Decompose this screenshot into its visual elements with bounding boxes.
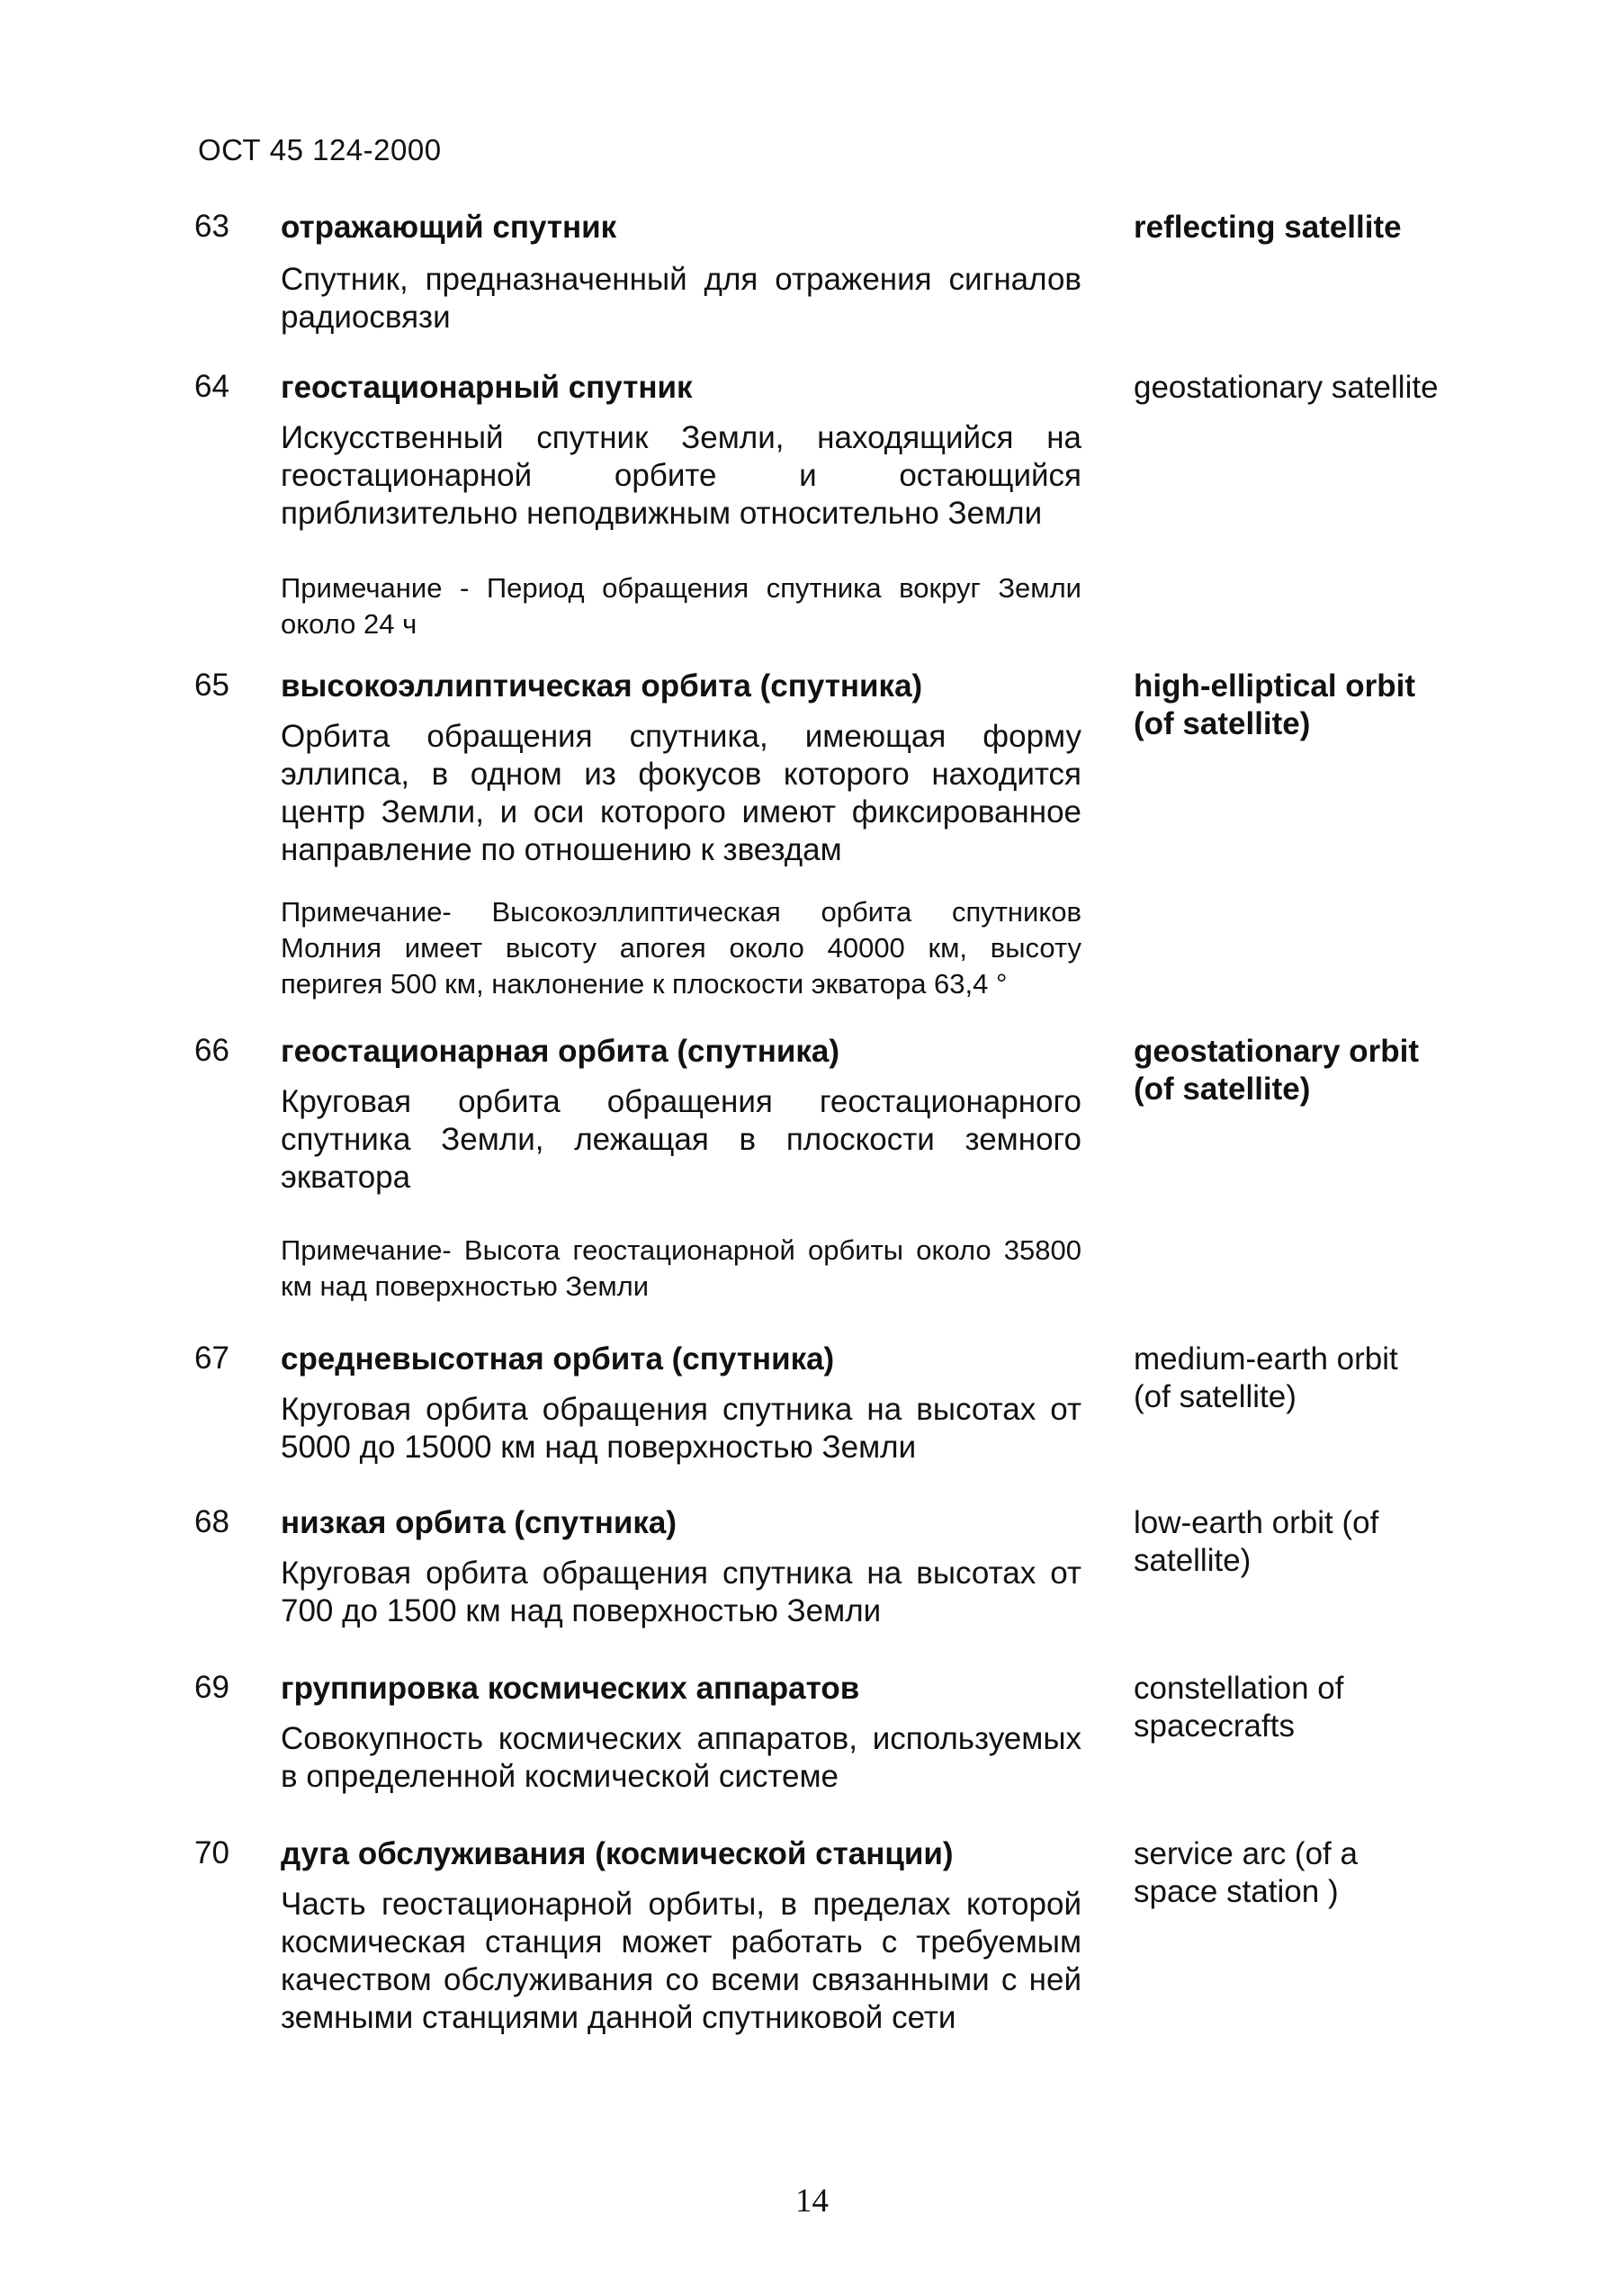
term-definition: Часть геостационарной орбиты, в пределах которой космическая станция может работать с требуемым качеством обслуживания со всеми связанными с ней земными станциями данной спутниковой сети [281, 1887, 1081, 2035]
term-title: дуга обслуживания (космической станции) [281, 1836, 954, 1871]
english-term: low-earth orbit (of satellite) [1134, 1505, 1379, 1578]
english-term: service arc (of a space station ) [1134, 1836, 1358, 1909]
term-title: геостационарная орбита (спутника) [281, 1034, 839, 1069]
document-code: ОСТ 45 124-2000 [198, 133, 442, 166]
term-note: Примечание - Период обращения спутника вокруг Земли около 24 ч [281, 572, 1081, 640]
term-definition: Спутник, предназначенный для отражения сигналов радиосвязи [281, 262, 1081, 335]
entry-number: 65 [194, 668, 229, 703]
term-note: Примечание- Высокоэллиптическая орбита спутников Молния имеет высоту апогея около 40000 км, высоту перигея 500 км, наклонение к плоскости экватора 63,4 ° [281, 896, 1081, 1000]
term-definition: Искусственный спутник Земли, находящийся на геостационарной орбите и остающийся приблизительно неподвижным относительно Земли [281, 420, 1081, 531]
page-number: 14 [795, 2183, 829, 2220]
term-title: средневысотная орбита (спутника) [281, 1341, 835, 1377]
english-term: high-elliptical orbit (of satellite) [1134, 668, 1416, 741]
term-note: Примечание- Высота геостационарной орбиты около 35800 км над поверхностью Земли [281, 1234, 1081, 1302]
entry-number: 64 [194, 369, 229, 404]
entry-number: 69 [194, 1670, 229, 1705]
english-term: geostationary satellite [1134, 370, 1439, 405]
term-title: низкая орбита (спутника) [281, 1505, 677, 1540]
term-definition: Орбита обращения спутника, имеющая форму эллипса, в одном из фокусов которого находится центр Земли, и оси которого имеют фиксированное направление по отношению к звездам [281, 719, 1081, 867]
entry-number: 66 [194, 1033, 229, 1068]
term-title: отражающий спутник [281, 210, 617, 245]
english-term: medium-earth orbit (of satellite) [1134, 1341, 1398, 1414]
term-title: группировка космических аппаратов [281, 1671, 860, 1706]
term-definition: Круговая орбита обращения геостационарного спутника Земли, лежащая в плоскости земного экватора [281, 1084, 1081, 1195]
entry-number: 70 [194, 1835, 229, 1870]
english-term: constellation of spacecrafts [1134, 1671, 1344, 1744]
entry-number: 68 [194, 1504, 229, 1539]
english-term: reflecting satellite [1134, 210, 1402, 245]
term-title: высокоэллиптическая орбита (спутника) [281, 668, 923, 704]
term-definition: Круговая орбита обращения спутника на высотах от 5000 до 15000 км над поверхностью Земли [281, 1392, 1081, 1465]
term-title: геостационарный спутник [281, 370, 693, 405]
english-term: geostationary orbit (of satellite) [1134, 1034, 1419, 1107]
entry-number: 67 [194, 1341, 229, 1376]
term-definition: Круговая орбита обращения спутника на высотах от 700 до 1500 км над поверхностью Земли [281, 1556, 1081, 1628]
entry-number: 63 [194, 209, 229, 244]
term-definition: Совокупность космических аппаратов, используемых в определенной космической системе [281, 1721, 1081, 1794]
